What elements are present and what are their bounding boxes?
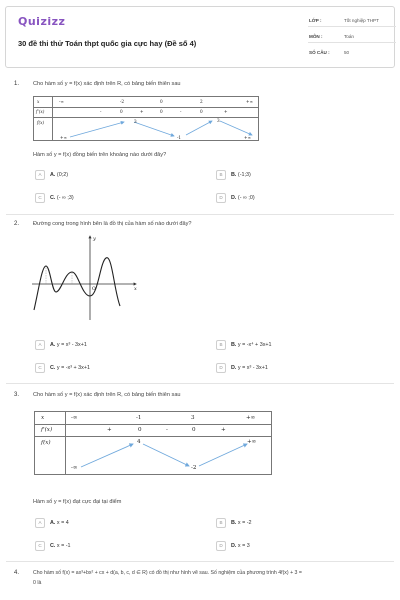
table-x-value: -∞: [59, 99, 64, 104]
option-label: B.: [231, 342, 237, 348]
option-label: A.: [50, 520, 56, 526]
question-text: Đường cong trong hình bên là đồ thị của hàm số nào dưới đây?: [33, 221, 192, 227]
function-graph-q2: [28, 232, 140, 324]
question-divider: [6, 383, 394, 384]
option-text: y = x³ - 3x+1: [56, 342, 87, 348]
table-f-value: +∞: [244, 135, 251, 140]
option-text: (0;2): [56, 172, 68, 178]
option-label: B.: [231, 520, 237, 526]
option-text: (-1;3): [237, 172, 251, 178]
table-f-value: 3: [217, 118, 220, 123]
variation-table-q3: [34, 411, 272, 475]
option-letter-badge: C: [35, 541, 45, 551]
option-label: C.: [50, 543, 56, 549]
table-label-fprime: f'(x): [41, 427, 53, 433]
option-text: (- ∞ ;0): [237, 195, 255, 201]
quiz-title: 30 đề thi thử Toán thpt quốc gia cực hay (Đề số 4): [18, 39, 197, 48]
option-label: D.: [231, 543, 237, 549]
question-text: Cho hàm số y = f(x) xác định trên R, có bảng biến thiên sau: [33, 81, 181, 87]
option-letter-badge: D: [216, 193, 226, 203]
option-text: y = x³ - 3x+1: [237, 365, 268, 371]
table-fprime-value: 0: [138, 427, 142, 433]
table-x-value: +∞: [246, 415, 256, 421]
table-x-value: +∞: [246, 99, 253, 104]
question-text: Cho hàm số y = f(x) xác định trên R, có bảng biến thiên sau: [33, 392, 181, 398]
question-number: 1.: [14, 81, 20, 87]
meta-key: SỐ CÂU :: [309, 50, 330, 55]
option-letter-badge: A: [35, 340, 45, 350]
option-letter-badge: C: [35, 363, 45, 373]
question-number: 3.: [14, 392, 20, 398]
question-number: 4.: [14, 570, 20, 576]
table-fprime-value: +: [107, 427, 112, 433]
option-label: A.: [50, 172, 56, 178]
quiz-meta: [306, 7, 396, 67]
meta-key: LỚP :: [309, 18, 322, 23]
table-f-value: -2: [191, 465, 197, 471]
table-fprime-value: 0: [120, 109, 123, 114]
table-x-value: -∞: [71, 415, 78, 421]
option-label: D.: [231, 365, 237, 371]
quiz-header: [5, 6, 395, 68]
table-x-value: -2: [120, 99, 125, 104]
graph-x-label: x: [134, 286, 137, 292]
option-letter-badge: B: [216, 518, 226, 528]
table-fprime-value: +: [221, 427, 226, 433]
table-fprime-value: -: [100, 109, 102, 114]
question-subtext: Hàm số y = f(x) đồng biến trên khoảng nào dưới đây?: [33, 152, 167, 158]
graph-y-label: y: [93, 236, 96, 242]
option-text: y = -x³ + 3x+1: [56, 365, 91, 371]
table-label-f: f(x): [41, 440, 51, 446]
question-number: 2.: [14, 221, 20, 227]
option-text: x = 4: [56, 520, 69, 526]
table-f-value: +∞: [247, 439, 257, 445]
table-label-x: x: [41, 415, 45, 421]
option-letter-badge: B: [216, 340, 226, 350]
option-text: x = -2: [237, 520, 252, 526]
table-x-value: -1: [136, 415, 142, 421]
table-f-value: 4: [137, 439, 141, 445]
table-label-f: f(x): [37, 120, 45, 125]
option-letter-badge: C: [35, 193, 45, 203]
meta-row-count: [308, 45, 396, 59]
question-text: Cho hàm số f(x) = ax³+bx² + cx + d(a, b, c, d ∈ R) có đồ thị như hình vẽ sau. Số nghiệm của phương trình 4f(x) + 3 =: [33, 570, 302, 576]
variation-table-q1: [33, 96, 259, 141]
table-fprime-value: +: [224, 109, 228, 114]
table-f-value: -∞: [71, 465, 78, 471]
table-fprime-value: -: [166, 427, 168, 433]
table-f-value: +∞: [60, 135, 67, 140]
table-label-x: x: [37, 99, 40, 104]
meta-value: Tốt nghiệp THPT: [344, 18, 379, 23]
option-text: x = 3: [237, 543, 250, 549]
meta-value: 50: [344, 50, 350, 55]
table-f-value: 3: [134, 119, 137, 124]
table-x-value: 0: [160, 99, 163, 104]
option-letter-badge: B: [216, 170, 226, 180]
table-fprime-value: 0: [192, 427, 196, 433]
option-label: B.: [231, 172, 237, 178]
option-label: A.: [50, 342, 56, 348]
meta-key: MÔN :: [309, 34, 323, 39]
meta-value: Toán: [344, 34, 354, 39]
question-text-continued: 0 là: [33, 580, 42, 586]
table-fprime-value: 0: [160, 109, 163, 114]
meta-row-class: [308, 13, 396, 27]
table-x-value: 2: [200, 99, 203, 104]
option-text: y = -x⁴ + 3x+1: [237, 342, 272, 348]
graph-origin-label: O: [92, 287, 96, 292]
table-x-value: 3: [191, 415, 195, 421]
question-divider: [6, 214, 394, 215]
table-arrows: [34, 97, 260, 142]
table-label-fprime: f'(x): [36, 109, 45, 114]
meta-row-subject: [308, 29, 396, 43]
option-text: (- ∞ ;3): [56, 195, 74, 201]
table-fprime-value: 0: [200, 109, 203, 114]
option-letter-badge: D: [216, 363, 226, 373]
option-label: C.: [50, 365, 56, 371]
option-text: x = -1: [56, 543, 71, 549]
option-letter-badge: A: [35, 518, 45, 528]
table-fprime-value: +: [140, 109, 144, 114]
option-letter-badge: A: [35, 170, 45, 180]
option-label: D.: [231, 195, 237, 201]
table-f-value: -1: [177, 135, 182, 140]
option-label: C.: [50, 195, 56, 201]
question-subtext: Hàm số y = f(x) đạt cực đại tại điểm: [33, 499, 122, 505]
table-fprime-value: -: [180, 109, 182, 114]
quizizz-logo: Quizizz: [18, 15, 66, 28]
question-divider: [6, 561, 394, 562]
option-letter-badge: D: [216, 541, 226, 551]
